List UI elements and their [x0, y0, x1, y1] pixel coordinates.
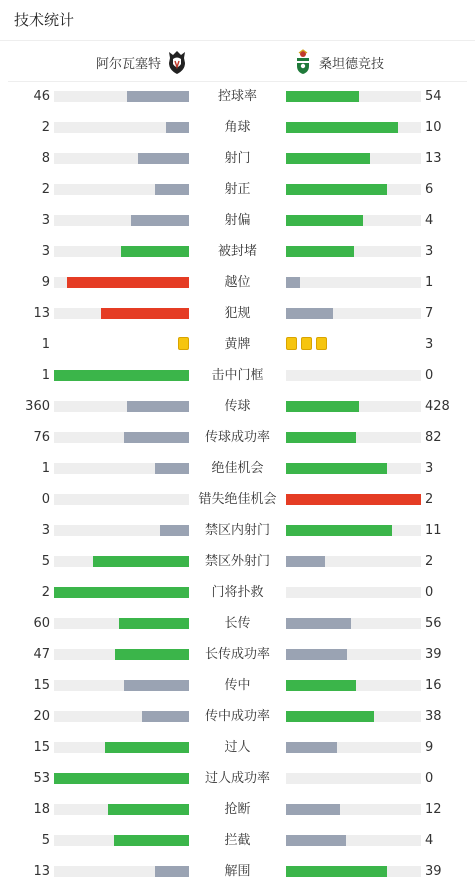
stat-label: 传球: [224, 399, 251, 414]
albacete-crest-icon: [167, 49, 187, 75]
stat-label: 绝佳机会: [211, 461, 264, 476]
home-bar-track: [54, 184, 189, 195]
home-bar-track: [54, 804, 189, 815]
home-bar-track: [54, 308, 189, 319]
away-bar: [286, 494, 421, 505]
home-bar-track: [54, 494, 189, 505]
home-value: 3: [41, 523, 50, 538]
home-value: 2: [41, 182, 50, 197]
stat-label: 长传: [224, 616, 251, 631]
home-bar: [121, 246, 189, 257]
stat-label: 射偏: [224, 213, 251, 228]
away-value: 3: [425, 461, 434, 476]
away-bar-track: [286, 556, 421, 567]
home-value: 53: [33, 771, 50, 786]
home-value: 360: [25, 399, 50, 414]
stat-row: [0, 205, 475, 236]
home-bar: [124, 680, 189, 691]
stat-row: [0, 608, 475, 639]
away-value: 38: [425, 709, 442, 724]
home-value: 15: [33, 678, 50, 693]
away-bar: [286, 432, 356, 443]
away-bar: [286, 618, 351, 629]
home-bar: [127, 91, 189, 102]
home-bar: [138, 153, 189, 164]
away-bar-track: [286, 401, 421, 412]
away-bar: [286, 401, 359, 412]
away-value: 39: [425, 647, 442, 662]
yellow-card-icon: [178, 337, 189, 350]
stat-row: [0, 732, 475, 763]
away-bar: [286, 556, 325, 567]
away-bar: [286, 835, 346, 846]
away-bar-track: [286, 680, 421, 691]
stat-row: [0, 143, 475, 174]
home-bar-track: [54, 91, 189, 102]
home-team[interactable]: [96, 44, 187, 80]
home-bar: [54, 370, 189, 381]
home-value: 15: [33, 740, 50, 755]
home-value: 9: [41, 275, 50, 290]
away-bar-track: [286, 463, 421, 474]
stat-label: 击中门框: [211, 368, 264, 383]
away-value: 2: [425, 492, 434, 507]
away-bar-track: [286, 742, 421, 753]
stat-label: 传球成功率: [204, 430, 270, 445]
home-value: 1: [41, 368, 50, 383]
home-bar-track: [54, 773, 189, 784]
home-bar: [155, 866, 189, 877]
away-value: 6: [425, 182, 434, 197]
home-bar-track: [54, 556, 189, 567]
away-value: 4: [425, 833, 434, 848]
home-bar-track: [54, 525, 189, 536]
stat-row: [0, 515, 475, 546]
away-bar-track: [286, 618, 421, 629]
home-bar-track: [54, 680, 189, 691]
stat-label: 射正: [224, 182, 251, 197]
home-value: 18: [33, 802, 50, 817]
stat-row: [0, 639, 475, 670]
home-value: 0: [41, 492, 50, 507]
home-value: 13: [33, 864, 50, 879]
home-bar-track: [54, 742, 189, 753]
away-bar: [286, 804, 340, 815]
home-bar: [131, 215, 189, 226]
home-bar: [54, 773, 189, 784]
away-bar: [286, 463, 387, 474]
home-value: 76: [33, 430, 50, 445]
stat-row: [0, 577, 475, 608]
stat-row: [0, 825, 475, 856]
away-bar: [286, 122, 398, 133]
away-value: 0: [425, 585, 434, 600]
away-bar-track: [286, 525, 421, 536]
away-value: 2: [425, 554, 434, 569]
home-bar-track: [54, 866, 189, 877]
away-bar: [286, 153, 370, 164]
away-bar-track: [286, 184, 421, 195]
yellow-card-icon: [286, 337, 297, 350]
home-bar-track: [54, 432, 189, 443]
home-value: 3: [41, 244, 50, 259]
stat-label: 解围: [224, 864, 251, 879]
home-bar: [93, 556, 189, 567]
away-value: 16: [425, 678, 442, 693]
stat-row: [0, 701, 475, 732]
away-value: 13: [425, 151, 442, 166]
away-bar-track: [286, 122, 421, 133]
home-bar: [101, 308, 189, 319]
stat-row: [0, 670, 475, 701]
home-bar-track: [54, 122, 189, 133]
away-bar: [286, 525, 392, 536]
divider: [0, 40, 475, 41]
home-bar-track: [54, 370, 189, 381]
away-value: 12: [425, 802, 442, 817]
away-value: 7: [425, 306, 434, 321]
away-value: 1: [425, 275, 434, 290]
stat-label: 过人: [224, 740, 251, 755]
stat-row: [0, 236, 475, 267]
away-value: 4: [425, 213, 434, 228]
home-bar: [108, 804, 189, 815]
home-value: 5: [41, 833, 50, 848]
stat-row: [0, 329, 475, 360]
home-bar-track: [54, 463, 189, 474]
stat-label: 被封堵: [217, 244, 257, 259]
away-value: 3: [425, 244, 434, 259]
away-bar: [286, 649, 347, 660]
stat-label: 门将扑救: [211, 585, 264, 600]
home-bar: [155, 184, 189, 195]
away-bar-track: [286, 277, 421, 288]
home-bar-track: [54, 618, 189, 629]
team-header: [0, 44, 475, 80]
home-value: 47: [33, 647, 50, 662]
home-bar: [119, 618, 189, 629]
stat-row: [0, 267, 475, 298]
home-bar-track: [54, 711, 189, 722]
stat-label: 禁区内射门: [204, 523, 270, 538]
away-value: 54: [425, 89, 442, 104]
stat-label: 抢断: [224, 802, 251, 817]
away-bar-track: [286, 773, 421, 784]
stat-label: 射门: [224, 151, 251, 166]
away-value: 0: [425, 771, 434, 786]
page-title: 技术统计: [14, 11, 75, 29]
home-bar: [166, 122, 189, 133]
home-bar: [67, 277, 189, 288]
home-value: 60: [33, 616, 50, 631]
home-bar: [142, 711, 189, 722]
stat-label: 错失绝佳机会: [198, 492, 277, 507]
away-value: 11: [425, 523, 442, 538]
stat-row: [0, 484, 475, 515]
home-value: 2: [41, 120, 50, 135]
away-value: 56: [425, 616, 442, 631]
away-bar-track: [286, 246, 421, 257]
away-bar: [286, 742, 337, 753]
home-bar-track: [54, 153, 189, 164]
away-team-name: 桑坦德竞技: [319, 56, 385, 72]
stat-row: [0, 360, 475, 391]
away-value: 82: [425, 430, 442, 445]
stat-row: [0, 546, 475, 577]
away-bar-track: [286, 370, 421, 381]
away-bar: [286, 680, 356, 691]
stat-row: [0, 763, 475, 794]
stat-label: 黄牌: [224, 337, 251, 352]
stat-row: [0, 391, 475, 422]
away-value: 0: [425, 368, 434, 383]
away-bar: [286, 91, 359, 102]
away-bar-track: [286, 432, 421, 443]
away-bar-track: [286, 494, 421, 505]
home-bar: [115, 649, 189, 660]
home-bar: [124, 432, 189, 443]
stat-label: 传中: [224, 678, 251, 693]
home-value: 1: [41, 337, 50, 352]
away-bar-track: [286, 587, 421, 598]
home-bar: [155, 463, 189, 474]
yellow-card-icon: [316, 337, 327, 350]
home-bar: [54, 587, 189, 598]
away-team[interactable]: [293, 44, 384, 80]
racing-santander-crest-icon: [293, 49, 313, 75]
home-bar-track: [54, 277, 189, 288]
yellow-card-icon: [301, 337, 312, 350]
stat-row: [0, 174, 475, 205]
home-bar-track: [54, 835, 189, 846]
away-bar-track: [286, 804, 421, 815]
stat-row: [0, 112, 475, 143]
stat-label: 角球: [224, 120, 251, 135]
away-bar-track: [286, 649, 421, 660]
stat-row: [0, 453, 475, 484]
away-value: 3: [425, 337, 434, 352]
away-bar: [286, 711, 374, 722]
stat-row: [0, 794, 475, 825]
home-bar: [127, 401, 189, 412]
home-bar-track: [54, 215, 189, 226]
home-bar-track: [54, 587, 189, 598]
away-bar-track: [286, 711, 421, 722]
stat-label: 控球率: [217, 89, 257, 104]
away-bar-track: [286, 91, 421, 102]
stat-row: [0, 298, 475, 329]
home-value: 13: [33, 306, 50, 321]
away-bar: [286, 246, 354, 257]
away-bar: [286, 308, 333, 319]
home-value: 46: [33, 89, 50, 104]
away-bar-track: [286, 866, 421, 877]
home-bar-track: [54, 649, 189, 660]
home-bar: [160, 525, 189, 536]
stat-label: 传中成功率: [204, 709, 270, 724]
stat-label: 拦截: [224, 833, 251, 848]
away-bar-track: [286, 153, 421, 164]
away-bar-track: [286, 215, 421, 226]
away-bar: [286, 215, 363, 226]
away-bar-track: [286, 835, 421, 846]
home-value: 3: [41, 213, 50, 228]
home-value: 2: [41, 585, 50, 600]
stat-label: 越位: [224, 275, 251, 290]
away-bar: [286, 866, 387, 877]
stat-row: [0, 856, 475, 887]
home-value: 8: [41, 151, 50, 166]
home-bar-track: [54, 401, 189, 412]
home-value: 5: [41, 554, 50, 569]
away-bar-track: [286, 308, 421, 319]
stat-label: 犯规: [224, 306, 251, 321]
home-bar: [105, 742, 189, 753]
away-bar: [286, 184, 387, 195]
stat-label: 禁区外射门: [204, 554, 270, 569]
home-value: 20: [33, 709, 50, 724]
stat-row: [0, 422, 475, 453]
home-value: 1: [41, 461, 50, 476]
away-value: 39: [425, 864, 442, 879]
stat-label: 过人成功率: [204, 771, 270, 786]
home-team-name: 阿尔瓦塞特: [95, 56, 161, 72]
away-bar: [286, 277, 300, 288]
home-bar-track: [54, 246, 189, 257]
away-value: 428: [425, 399, 450, 414]
away-value: 10: [425, 120, 442, 135]
home-bar: [114, 835, 189, 846]
stat-row: [0, 81, 475, 112]
away-value: 9: [425, 740, 434, 755]
stat-label: 长传成功率: [204, 647, 270, 662]
